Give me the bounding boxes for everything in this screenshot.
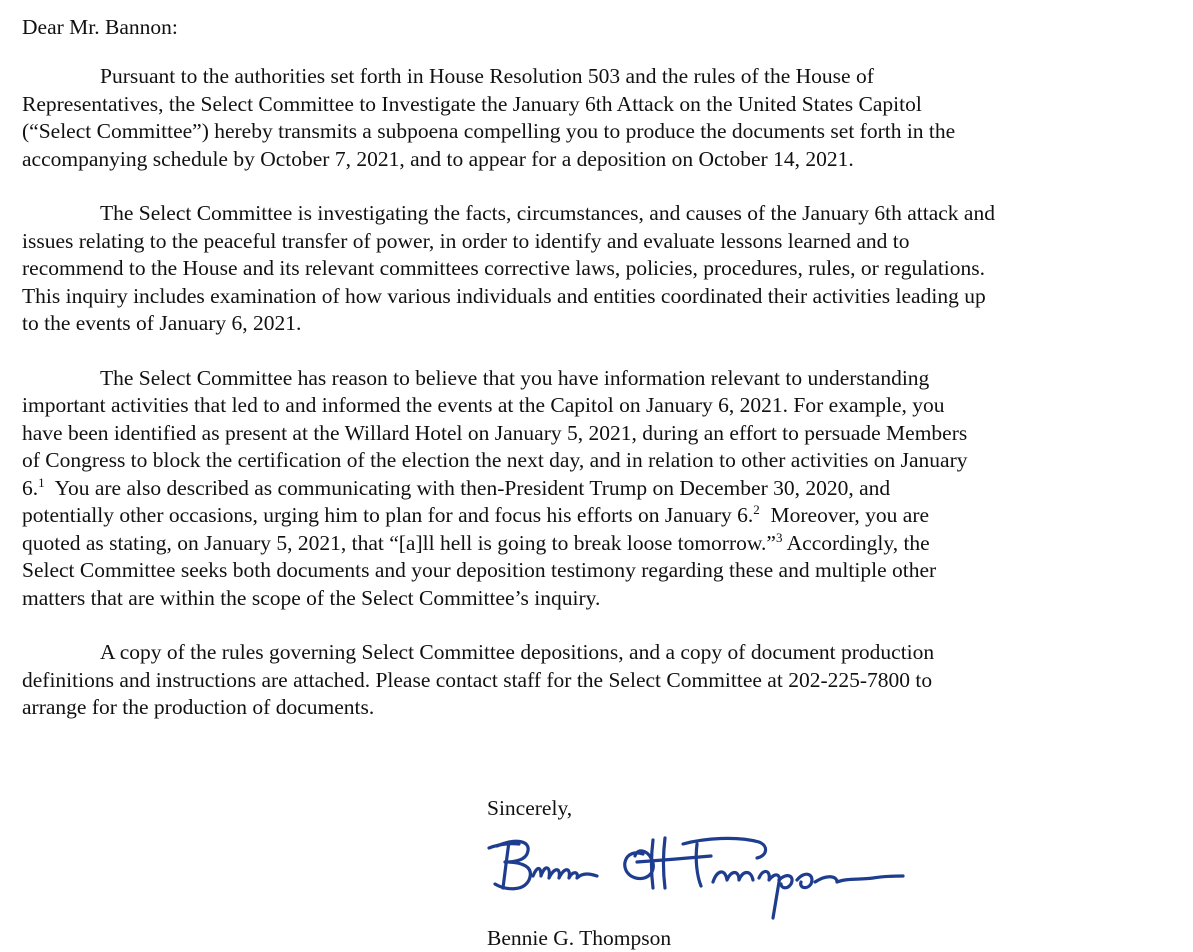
paragraph-line: This inquiry includes examination of how various individuals and entities coordinated their activities leading up: [22, 283, 986, 308]
paragraph-2: [22, 200, 1182, 338]
paragraph-line: [22, 475, 1182, 503]
paragraph-line: Select Committee seeks both documents and your deposition testimony regarding these and multiple other: [22, 558, 937, 582]
paragraph-line: matters that are within the scope of the Select Committee’s inquiry.: [22, 585, 601, 610]
paragraph-line: definitions and instructions are attached. Please contact staff for the Select Committee at 202-225-7800 to: [22, 667, 933, 692]
paragraph-1: [22, 63, 1182, 173]
line-text: potentially other occasions, urging him to plan for and focus his efforts on January 6.: [22, 503, 754, 527]
footnote-marker-2: 2: [753, 501, 760, 517]
paragraph-line: of Congress to block the certification of the election the next day, and in relation to other activities on January: [22, 448, 968, 472]
paragraph-line: arrange for the production of documents.: [22, 695, 375, 719]
letter-body: [22, 14, 1182, 749]
paragraph-line: (“Select Committee”) hereby transmits a subpoena compelling you to produce the documents set forth in the: [22, 119, 956, 143]
paragraph-line: recommend to the House and its relevant committees corrective laws, policies, procedures, rules, or regulations.: [22, 256, 986, 280]
signer-name: Bennie G. Thompson: [487, 926, 672, 950]
handwritten-signature: [475, 826, 915, 926]
signature-strokes: [489, 838, 903, 918]
salutation: Dear Mr. Bannon:: [22, 15, 178, 39]
paragraph-line: [22, 502, 1182, 530]
paragraph-line: Representatives, the Select Committee to Investigate the January 6th Attack on the United States Capitol: [22, 91, 922, 116]
line-text: Accordingly, the: [782, 530, 930, 555]
paragraph-line: The Select Committee has reason to believe that you have information relevant to understanding: [100, 365, 930, 390]
closing: Sincerely,: [487, 796, 573, 820]
paragraph-line: [22, 530, 1182, 558]
paragraph-line: to the events of January 6, 2021.: [22, 311, 302, 335]
footnote-marker-1: 1: [38, 474, 45, 490]
line-text: You are also described as communicating with then-President Trump on December 30, 2020, and: [44, 475, 891, 500]
paragraph-line: Pursuant to the authorities set forth in House Resolution 503 and the rules of the House of: [100, 64, 874, 88]
paragraph-line: The Select Committee is investigating the facts, circumstances, and causes of the January 6th attack and: [100, 201, 995, 225]
paragraph-line: issues relating to the peaceful transfer of power, in order to identify and evaluate lessons learned and to: [22, 228, 910, 253]
line-text: Moreover, you are: [759, 503, 930, 527]
line-text: quoted as stating, on January 5, 2021, that “[a]ll hell is going to break loose tomorrow.”: [22, 530, 776, 555]
paragraph-3: [22, 365, 1182, 613]
paragraph-line: accompanying schedule by October 7, 2021, and to appear for a deposition on October 14, 2021.: [22, 146, 854, 171]
paragraph-4: [22, 639, 1182, 722]
line-text: 6.: [22, 475, 39, 500]
paragraph-line: A copy of the rules governing Select Committee depositions, and a copy of document production: [100, 640, 935, 664]
paragraph-line: have been identified as present at the Willard Hotel on January 5, 2021, during an effort to persuade Members: [22, 420, 968, 445]
footnote-marker-3: 3: [775, 529, 783, 545]
paragraph-line: important activities that led to and informed the events at the Capitol on January 6, 2021. For example, you: [22, 393, 945, 417]
